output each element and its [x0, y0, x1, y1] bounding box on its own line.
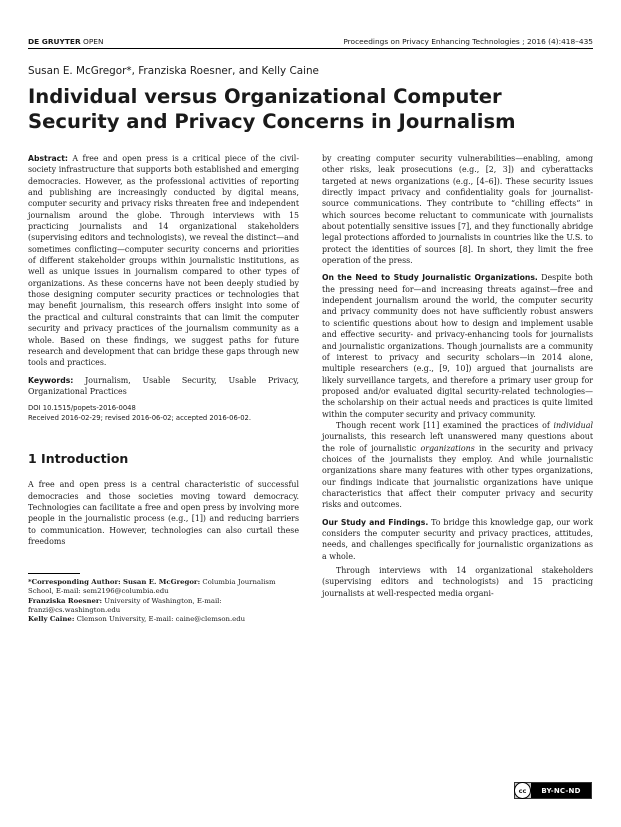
section-heading-introduction: 1 Introduction [28, 451, 129, 467]
need-paragraph [322, 272, 593, 419]
paper-title: Individual versus Organizational Computer Security and Privacy Concerns in Journalism [28, 85, 516, 133]
abstract-text: A free and open press is a critical piece of the civil-society infrastructure that supports both established and emerging democracies. However, as the professional activities of reporting and publishing are increasingly conducted by digital means, computer security and privacy risks threaten free and independent journalism around the globe. Through interviews with 15 practicing journalists and 14 organizational stakeholders (supervising editors and technologists), we reveal the distinct—and sometimes conflicting—computer security concerns and priorities of different stakeholder groups within journalistic institutions, as well as unique issues in journalism compared to other types of organizations. As these concerns have not been deeply studied by those designing computer security practices or technologies that may benefit journalism, this research offers insight into some of the practical and cultural constraints that can limit the computer security and privacy practices of the journalism community as a whole. Based on these findings, we suggest paths for future research and development that can bridge these gaps through new tools and practices. [28, 154, 299, 368]
received-dates: Received 2016-02-29; revised 2016-06-02; accepted 2016-06-02. [28, 414, 252, 423]
abstract-label: Abstract: [28, 154, 68, 163]
need-heading: On the Need to Study Journalistic Organizations. [322, 273, 538, 283]
license-terms: BY-NC-ND [531, 783, 591, 798]
through-paragraph: Through interviews with 14 organizational stakeholders (supervising editors and technologists) and 15 practicing journalists at well-respected media organi- [322, 566, 593, 598]
need-text: Despite both the pressing need for—and increasing threats against—free and independent journalism around the world, the computer security and privacy community does not have sufficiently robust answers to scientific questions about how to design and implement usable and effective security- and privacy-enhancing tools for journalists and journalistic organizations. Though journalists are a community of interest to privacy and security scholars—in 2014 alone, multiple researchers (e.g., [9, 10]) argued that journalists are likely surveillance targets, and therefore a primary user group for proposed and/or evaluated digital security-related technologies—the scholarship on their actual needs and practices is quite limited within the computer security and privacy community. [322, 273, 593, 419]
footnote-rule [28, 573, 80, 574]
publisher-light: OPEN [83, 37, 104, 46]
footnote-caine-label: Kelly Caine: [28, 615, 75, 624]
running-head [28, 37, 593, 46]
study-heading: Our Study and Findings. [322, 517, 429, 527]
left-column [28, 153, 299, 624]
publisher-name [28, 37, 104, 46]
footnote-roesner-text: University of Washington, E-mail: franzi@cs.washington.edu [28, 596, 222, 614]
study-text: To bridge this knowledge gap, our work considers the computer security and privacy practices, attitudes, needs, and challenges specifically for journalistic organizations as a whole. [322, 517, 593, 561]
recent-work-paragraph: Though recent work [11] examined the practices of individual journalists, this research left unanswered many questions about the role of journalistic organizations in the security and privacy choices of the journalists they employ. And while journalistic organizations share many features with other types organizations, our findings indicate that journalistic organizations have unique characteristics that affect their computer privacy and security risks and outcomes. [322, 420, 594, 510]
footnote-caine [28, 615, 299, 624]
introduction-text: A free and open press is a central characteristic of successful democracies and those societies moving toward democracy. Technologies can facilitate a free and open press by involving more people in the journalistic process (e.g., [1]) and reducing barriers to communication. However, technologies can also curtail these freedoms [28, 480, 299, 546]
cc-icon: cc [514, 782, 531, 799]
footnote-corresponding [28, 578, 299, 596]
keywords [28, 375, 299, 398]
footnote-corresponding-text: Columbia Journalism School, E-mail: sem2196@columbia.edu [28, 578, 276, 596]
keywords-label: Keywords: [28, 375, 74, 385]
footnote-caine-text: Clemson University, E-mail: caine@clemson.edu [76, 615, 246, 624]
author-list: Susan E. McGregor*, Franziska Roesner, and Kelly Caine [28, 65, 319, 77]
cc-license-badge [514, 782, 592, 799]
study-paragraph [322, 517, 593, 562]
keywords-text: Journalism, Usable Security, Usable Privacy, Organizational Practices [28, 375, 299, 396]
abstract [28, 153, 299, 369]
publisher-bold: DE GRUYTER [28, 37, 81, 46]
doi: DOI 10.1515/popets-2016-0048 [28, 404, 136, 413]
journal-info: Proceedings on Privacy Enhancing Technologies ; 2016 (4):418–435 [343, 37, 593, 46]
footnote-roesner [28, 597, 299, 615]
right-column [322, 153, 593, 599]
header-rule [28, 48, 593, 49]
footnote-corresponding-label: *Corresponding Author: Susan E. McGregor: [28, 578, 201, 587]
footnote-roesner-label: Franziska Roesner: [28, 596, 103, 605]
intro-continuation: by creating computer security vulnerabilities—enabling, among other risks, leak prosecutions (e.g., [2, 3]) and cyberattacks targeted at news organizations (e.g., [4–6]). These security issues directly impact privacy and confidentiality goals for journalist-source communications. They contribute to “chilling effects” in which sources become reluctant to communicate with journalists about potentially sensitive issues [7], and they functionally abridge legal protections afforded to journalists in countries like the U.S. to protect the identities of sources [8]. In short, they limit the free operation of the press. [322, 154, 593, 266]
